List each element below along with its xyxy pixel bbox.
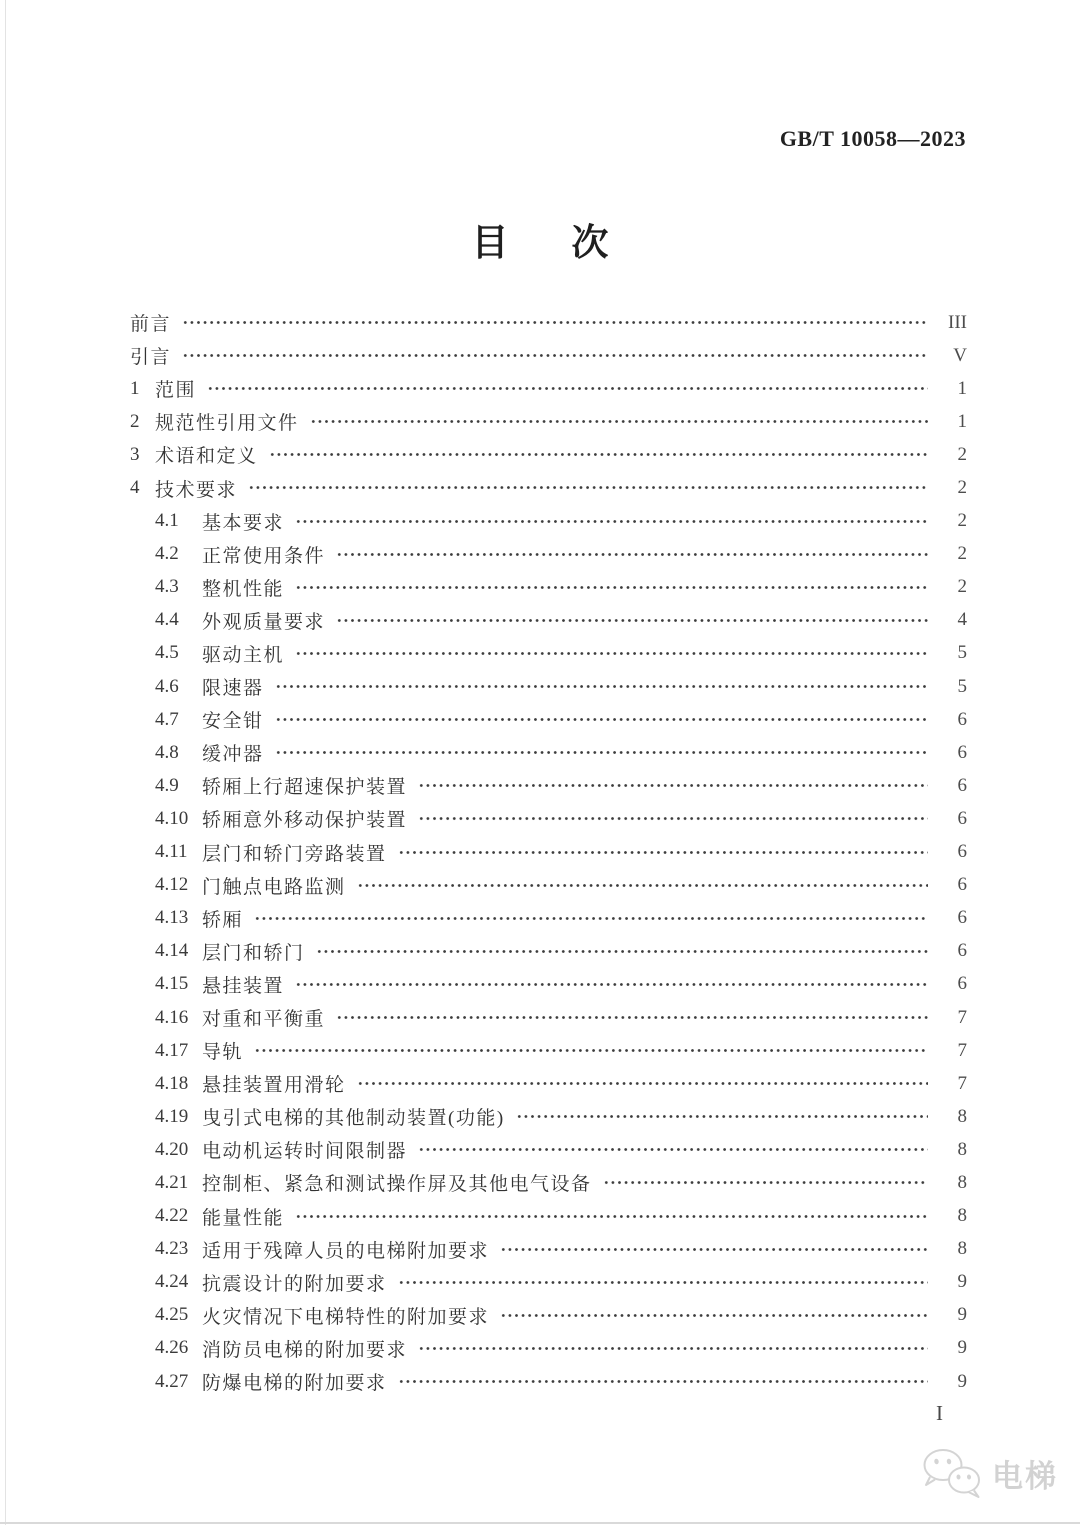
toc-entry-title: 防爆电梯的附加要求 [202, 1373, 387, 1395]
toc-entry-number: 4.2 [155, 543, 179, 565]
toc-entry [130, 869, 967, 902]
toc-entry-number: 4.5 [155, 642, 179, 664]
toc-entry [130, 438, 967, 471]
toc-entry-title: 前言 [130, 314, 172, 336]
toc-entry-number: 4.19 [155, 1105, 189, 1127]
toc-entry [130, 571, 967, 604]
toc-entry-number: 4.23 [155, 1238, 189, 1260]
toc-page-number: 7 [957, 1072, 967, 1094]
toc-entry [130, 836, 967, 869]
toc-dot-leader [500, 1233, 928, 1266]
toc-entry [130, 1100, 967, 1133]
toc-dot-leader [336, 604, 928, 637]
toc-entry-number: 4.8 [155, 741, 179, 763]
toc-entry-title: 整机性能 [202, 578, 285, 600]
toc-entry-number: 4.27 [155, 1370, 189, 1392]
toc-entry [130, 339, 967, 372]
toc-entry-title: 电动机运转时间限制器 [202, 1141, 408, 1163]
toc-entry-title: 对重和平衡重 [202, 1009, 326, 1031]
toc-entry [130, 670, 967, 703]
toc-dot-leader [398, 1365, 928, 1398]
toc-dot-leader [295, 968, 928, 1001]
watermark-label: 电梯 [992, 1458, 1058, 1494]
toc-entry-number: 4.13 [155, 907, 189, 929]
toc-entry [130, 1034, 967, 1067]
toc-list [130, 306, 967, 1398]
toc-entry [130, 471, 967, 504]
toc-dot-leader [316, 935, 928, 968]
toc-entry-title: 导轨 [202, 1042, 244, 1064]
toc-page-number: 6 [957, 940, 967, 962]
toc-entry-number: 4.11 [155, 841, 188, 863]
toc-entry-number: 3 [130, 443, 140, 465]
toc-entry [130, 968, 967, 1001]
toc-entry [130, 769, 967, 802]
toc-entry-title: 外观质量要求 [202, 611, 326, 633]
toc-page-number: 2 [957, 510, 967, 532]
toc-page-number: 8 [957, 1105, 967, 1127]
toc-dot-leader [207, 372, 928, 405]
toc-dot-leader [603, 1166, 928, 1199]
toc-entry-title: 消防员电梯的附加要求 [202, 1339, 408, 1361]
toc-dot-leader [418, 1133, 928, 1166]
toc-dot-leader [295, 571, 928, 604]
toc-entry-number: 4.24 [155, 1271, 189, 1293]
toc-entry-title: 驱动主机 [202, 644, 285, 666]
toc-entry-title: 层门和轿门 [202, 942, 305, 964]
toc-dot-leader [275, 703, 928, 736]
toc-entry [130, 604, 967, 637]
toc-dot-leader [516, 1100, 928, 1133]
toc-entry-title: 轿厢 [202, 909, 244, 931]
toc-page-number: 6 [957, 973, 967, 995]
toc-dot-leader [310, 405, 928, 438]
toc-dot-leader [357, 1067, 928, 1100]
toc-entry [130, 1166, 967, 1199]
toc-page-number: 7 [957, 1006, 967, 1028]
toc-dot-leader [418, 769, 928, 802]
toc-entry [130, 802, 967, 835]
toc-entry-title: 安全钳 [202, 711, 264, 733]
toc-entry-number: 4.12 [155, 874, 189, 896]
standard-code: GB/T 10058—2023 [779, 126, 966, 151]
toc-page-number: 8 [957, 1205, 967, 1227]
toc-dot-leader [248, 471, 928, 504]
toc-entry-number: 4.9 [155, 774, 179, 796]
toc-page-number: 5 [957, 675, 967, 697]
toc-page-number: V [953, 344, 967, 366]
toc-page-number: 2 [957, 477, 967, 499]
toc-entry-number: 4.20 [155, 1138, 189, 1160]
toc-page-number: 9 [957, 1304, 967, 1326]
toc-entry-number: 4.4 [155, 609, 179, 631]
toc-dot-leader [418, 802, 928, 835]
toc-entry-number: 4.7 [155, 708, 179, 730]
toc-entry-title: 技术要求 [155, 479, 238, 501]
toc-entry-title: 曳引式电梯的其他制动装置(功能) [202, 1108, 505, 1130]
toc-entry-title: 限速器 [202, 678, 264, 700]
toc-entry-number: 4.1 [155, 510, 179, 532]
toc-entry-number: 4.18 [155, 1072, 189, 1094]
toc-entry [130, 902, 967, 935]
toc-dot-leader [336, 538, 928, 571]
toc-dot-leader [269, 438, 928, 471]
toc-entry-title: 控制柜、紧急和测试操作屏及其他电气设备 [202, 1174, 592, 1196]
toc-entry-number: 4.22 [155, 1205, 189, 1227]
toc-dot-leader [500, 1299, 928, 1332]
toc-dot-leader [275, 736, 928, 769]
toc-page-number: 9 [957, 1370, 967, 1392]
toc-page-number: 8 [957, 1171, 967, 1193]
toc-entry-number: 4.6 [155, 675, 179, 697]
toc-dot-leader [182, 339, 928, 372]
toc-dot-leader [254, 1034, 928, 1067]
toc-entry [130, 372, 967, 405]
toc-dot-leader [398, 836, 928, 869]
page-bottom-edge [0, 1522, 1080, 1524]
toc-page-number: III [948, 311, 967, 333]
toc-entry [130, 1067, 967, 1100]
toc-entry [130, 1299, 967, 1332]
toc-entry-number: 4.10 [155, 807, 189, 829]
toc-entry-title: 引言 [130, 347, 172, 369]
toc-entry-number: 1 [130, 377, 140, 399]
toc-page-number: 6 [957, 907, 967, 929]
toc-entry-title: 适用于残障人员的电梯附加要求 [202, 1240, 490, 1262]
toc-entry-number: 4.17 [155, 1039, 189, 1061]
toc-page-number: 9 [957, 1271, 967, 1293]
toc-page-number: 6 [957, 841, 967, 863]
toc-entry [130, 1266, 967, 1299]
toc-entry-title: 基本要求 [202, 512, 285, 534]
wechat-icon [921, 1447, 985, 1499]
toc-page-number: 1 [957, 377, 967, 399]
toc-page-number: 2 [957, 443, 967, 465]
toc-entry [130, 1332, 967, 1365]
toc-entry-title: 轿厢上行超速保护装置 [202, 777, 408, 799]
toc-entry-number: 4.14 [155, 940, 189, 962]
toc-entry [130, 1233, 967, 1266]
toc-entry-title: 范围 [155, 380, 197, 402]
toc-page-number: 1 [957, 410, 967, 432]
toc-page-number: 6 [957, 708, 967, 730]
toc-entry [130, 405, 967, 438]
toc-page-number: 6 [957, 774, 967, 796]
toc-page-number: 2 [957, 576, 967, 598]
toc-entry-title: 缓冲器 [202, 744, 264, 766]
toc-dot-leader [295, 1200, 928, 1233]
toc-entry-number: 4.25 [155, 1304, 189, 1326]
toc-dot-leader [295, 505, 928, 538]
toc-entry-title: 能量性能 [202, 1207, 285, 1229]
page-title: 目次 [471, 223, 672, 264]
toc-page-number: 6 [957, 807, 967, 829]
toc-page-number: 8 [957, 1138, 967, 1160]
toc-entry-title: 火灾情况下电梯特性的附加要求 [202, 1306, 490, 1328]
toc-entry [130, 637, 967, 670]
toc-entry-number: 4.21 [155, 1171, 189, 1193]
toc-entry-title: 轿厢意外移动保护装置 [202, 810, 408, 832]
toc-entry-title: 抗震设计的附加要求 [202, 1273, 387, 1295]
toc-entry-number: 4.16 [155, 1006, 189, 1028]
toc-entry [130, 1200, 967, 1233]
toc-entry-number: 4.3 [155, 576, 179, 598]
toc-entry-number: 4.15 [155, 973, 189, 995]
toc-entry-title: 门触点电路监测 [202, 876, 346, 898]
toc-page-number: 6 [957, 741, 967, 763]
toc-entry [130, 935, 967, 968]
watermark [921, 1447, 1058, 1499]
toc-page-number: 8 [957, 1238, 967, 1260]
toc-page-number: 9 [957, 1337, 967, 1359]
toc-entry [130, 306, 967, 339]
toc-entry [130, 505, 967, 538]
footer-page-number: I [936, 1401, 943, 1425]
toc-dot-leader [254, 902, 928, 935]
toc-page-number: 7 [957, 1039, 967, 1061]
toc-dot-leader [275, 670, 928, 703]
toc-entry-title: 规范性引用文件 [155, 413, 299, 435]
toc-entry-number: 4 [130, 477, 140, 499]
toc-entry-number: 2 [130, 410, 140, 432]
toc-page-number: 4 [957, 609, 967, 631]
toc-dot-leader [398, 1266, 928, 1299]
toc-entry [130, 1133, 967, 1166]
toc-dot-leader [357, 869, 928, 902]
toc-entry-number: 4.26 [155, 1337, 189, 1359]
toc-entry [130, 703, 967, 736]
toc-entry [130, 538, 967, 571]
toc-dot-leader [418, 1332, 928, 1365]
toc-entry-title: 层门和轿门旁路装置 [202, 843, 387, 865]
toc-entry-title: 悬挂装置用滑轮 [202, 1075, 346, 1097]
toc-entry [130, 736, 967, 769]
toc-page-number: 5 [957, 642, 967, 664]
toc-entry-title: 术语和定义 [155, 446, 258, 468]
toc-entry [130, 1365, 967, 1398]
toc-page-number: 2 [957, 543, 967, 565]
toc-entry-title: 悬挂装置 [202, 975, 285, 997]
toc-dot-leader [336, 1001, 928, 1034]
toc-entry [130, 1001, 967, 1034]
toc-dot-leader [295, 637, 928, 670]
toc-entry-title: 正常使用条件 [202, 545, 326, 567]
toc-dot-leader [182, 306, 928, 339]
toc-page-number: 6 [957, 874, 967, 896]
